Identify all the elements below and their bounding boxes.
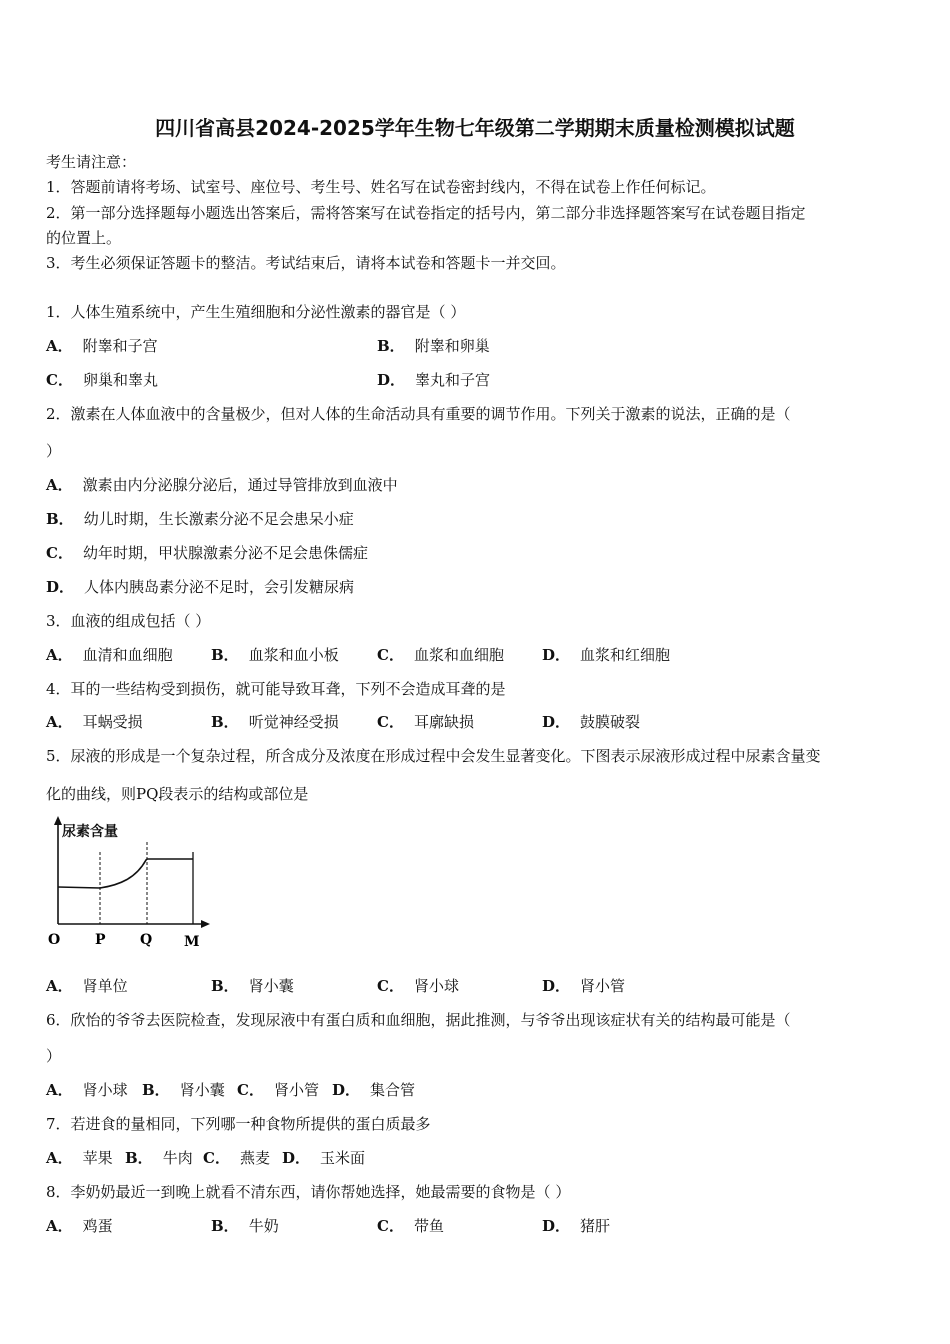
option-text: 血清和血细胞 <box>82 646 173 664</box>
option-1c[interactable] <box>46 370 158 390</box>
option-label: B． <box>211 977 239 995</box>
y-axis-arrow <box>54 816 62 825</box>
option-3a[interactable] <box>46 645 173 665</box>
option-2a[interactable] <box>46 475 398 495</box>
option-5d[interactable] <box>542 976 625 996</box>
option-label: C． <box>46 371 73 389</box>
notice-item: 2．第一部分选择题每小题选出答案后，需将答案写在试卷指定的括号内，第二部分非选择题答案写在试卷题目指定 <box>46 204 806 222</box>
option-text: 肾单位 <box>82 977 128 995</box>
option-label: D． <box>282 1149 311 1167</box>
question-6-stem: 6．欣怡的爷爷去医院检查，发现尿液中有蛋白质和血细胞，据此推测，与爷爷出现该症状有关的结构最可能是（ <box>46 1011 791 1029</box>
option-8b[interactable] <box>211 1216 279 1236</box>
option-label: A． <box>46 713 73 731</box>
option-text: 鸡蛋 <box>82 1217 113 1235</box>
option-6b[interactable] <box>142 1080 225 1100</box>
option-text: 猪肝 <box>580 1217 611 1235</box>
option-label: D． <box>542 713 571 731</box>
option-6c[interactable] <box>237 1080 319 1100</box>
option-label: B． <box>142 1081 170 1099</box>
option-4c[interactable] <box>377 712 474 732</box>
option-5b[interactable] <box>211 976 294 996</box>
option-4a[interactable] <box>46 712 143 732</box>
question-7-stem: 7．若进食的量相同，下列哪一种食物所提供的蛋白质最多 <box>46 1115 431 1133</box>
question-3-stem: 3．血液的组成包括（ ） <box>46 612 211 630</box>
option-8c[interactable] <box>377 1216 444 1236</box>
option-text: 带鱼 <box>413 1217 444 1235</box>
question-1-stem: 1．人体生殖系统中，产生生殖细胞和分泌性激素的器官是（ ） <box>46 303 466 321</box>
notice-item: 的位置上。 <box>46 229 122 247</box>
option-text: 肾小管 <box>273 1081 319 1099</box>
option-label: C． <box>377 713 404 731</box>
option-label: B． <box>125 1149 153 1167</box>
option-5c[interactable] <box>377 976 459 996</box>
question-8-stem: 8．李奶奶最近一到晚上就看不清东西，请你帮她选择，她最需要的食物是（ ） <box>46 1183 571 1201</box>
option-text: 附睾和卵巢 <box>414 337 490 355</box>
question-6-stem-cont: ） <box>46 1047 62 1065</box>
option-3d[interactable] <box>542 645 670 665</box>
question-5-stem-cont: 化的曲线，则PQ段表示的结构或部位是 <box>46 785 309 803</box>
option-label: C． <box>203 1149 230 1167</box>
x-tick-q: Q <box>140 932 153 948</box>
option-7d[interactable] <box>282 1148 365 1168</box>
urea-content-chart <box>40 812 220 952</box>
question-4-stem: 4．耳的一些结构受到损伤，就可能导致耳聋，下列不会造成耳聋的是 <box>46 680 506 698</box>
page-title: 四川省高县2024-2025学年生物七年级第二学期期末质量检测模拟试题 <box>155 116 795 140</box>
option-text: 卵巢和睾丸 <box>82 371 158 389</box>
option-4b[interactable] <box>211 712 339 732</box>
option-label: A． <box>46 1149 73 1167</box>
option-text: 燕麦 <box>239 1149 270 1167</box>
urea-curve <box>58 859 193 888</box>
x-tick-p: P <box>95 932 106 948</box>
option-label: A． <box>46 476 73 494</box>
option-text: 听觉神经受损 <box>248 713 339 731</box>
option-label: C． <box>377 646 404 664</box>
option-text: 激素由内分泌腺分泌后，通过导管排放到血液中 <box>82 476 398 494</box>
option-6a[interactable] <box>46 1080 128 1100</box>
option-label: D． <box>542 977 571 995</box>
option-7c[interactable] <box>203 1148 270 1168</box>
option-label: A． <box>46 337 73 355</box>
option-text: 耳廓缺损 <box>413 713 474 731</box>
option-5a[interactable] <box>46 976 128 996</box>
x-tick-o: O <box>48 932 61 948</box>
option-6d[interactable] <box>332 1080 415 1100</box>
option-label: C． <box>46 544 73 562</box>
option-8a[interactable] <box>46 1216 113 1236</box>
option-2b[interactable] <box>46 509 354 529</box>
option-label: D． <box>377 371 406 389</box>
option-label: D． <box>332 1081 361 1099</box>
option-text: 血浆和红细胞 <box>580 646 671 664</box>
option-label: D． <box>542 1217 571 1235</box>
option-text: 肾小管 <box>580 977 626 995</box>
option-8d[interactable] <box>542 1216 610 1236</box>
option-text: 血浆和血细胞 <box>413 646 504 664</box>
option-7a[interactable] <box>46 1148 113 1168</box>
option-7b[interactable] <box>125 1148 193 1168</box>
question-2-stem-cont: ） <box>46 442 62 460</box>
option-2c[interactable] <box>46 543 368 563</box>
notice-item: 1．答题前请将考场、试室号、座位号、考生号、姓名写在试卷密封线内，不得在试卷上作任何标记。 <box>46 178 716 196</box>
option-text: 牛奶 <box>248 1217 279 1235</box>
option-text: 鼓膜破裂 <box>580 713 641 731</box>
option-text: 幼儿时期，生长激素分泌不足会患呆小症 <box>83 510 354 528</box>
option-label: B． <box>377 337 405 355</box>
option-label: D． <box>46 578 75 596</box>
option-text: 睾丸和子宫 <box>415 371 491 389</box>
option-label: A． <box>46 646 73 664</box>
option-text: 肾小球 <box>413 977 459 995</box>
x-tick-m: M <box>184 934 200 950</box>
option-text: 肾小囊 <box>179 1081 225 1099</box>
option-text: 苹果 <box>82 1149 113 1167</box>
option-1a[interactable] <box>46 336 158 356</box>
option-text: 集合管 <box>370 1081 416 1099</box>
option-4d[interactable] <box>542 712 640 732</box>
notice-item: 3．考生必须保证答题卡的整洁。考试结束后，请将本试卷和答题卡一并交回。 <box>46 254 566 272</box>
option-3b[interactable] <box>211 645 339 665</box>
option-text: 血浆和血小板 <box>248 646 339 664</box>
option-label: B． <box>46 510 74 528</box>
option-text: 附睾和子宫 <box>82 337 158 355</box>
option-text: 玉米面 <box>320 1149 366 1167</box>
option-label: A． <box>46 977 73 995</box>
option-label: D． <box>542 646 571 664</box>
option-label: B． <box>211 1217 239 1235</box>
option-label: A． <box>46 1217 73 1235</box>
option-2d[interactable] <box>46 577 354 597</box>
option-1b[interactable] <box>377 336 490 356</box>
option-label: A． <box>46 1081 73 1099</box>
x-axis-arrow <box>201 920 210 928</box>
question-5-stem: 5．尿液的形成是一个复杂过程，所含成分及浓度在形成过程中会发生显著变化。下图表示尿液形成过程中尿素含量变 <box>46 747 821 765</box>
option-text: 牛肉 <box>162 1149 193 1167</box>
option-text: 肾小囊 <box>248 977 294 995</box>
question-2-stem: 2．激素在人体血液中的含量极少，但对人体的生命活动具有重要的调节作用。下列关于激素的说法，正确的是（ <box>46 405 791 423</box>
option-text: 肾小球 <box>82 1081 128 1099</box>
option-text: 人体内胰岛素分泌不足时，会引发糖尿病 <box>84 578 355 596</box>
option-label: C． <box>377 1217 404 1235</box>
y-axis-label: 尿素含量 <box>62 824 118 840</box>
option-1d[interactable] <box>377 370 490 390</box>
option-label: C． <box>377 977 404 995</box>
option-text: 耳蜗受损 <box>82 713 143 731</box>
option-3c[interactable] <box>377 645 504 665</box>
option-text: 幼年时期，甲状腺激素分泌不足会患侏儒症 <box>82 544 368 562</box>
option-label: B． <box>211 713 239 731</box>
option-label: B． <box>211 646 239 664</box>
option-label: C． <box>237 1081 264 1099</box>
notice-heading: 考生请注意： <box>46 153 137 171</box>
